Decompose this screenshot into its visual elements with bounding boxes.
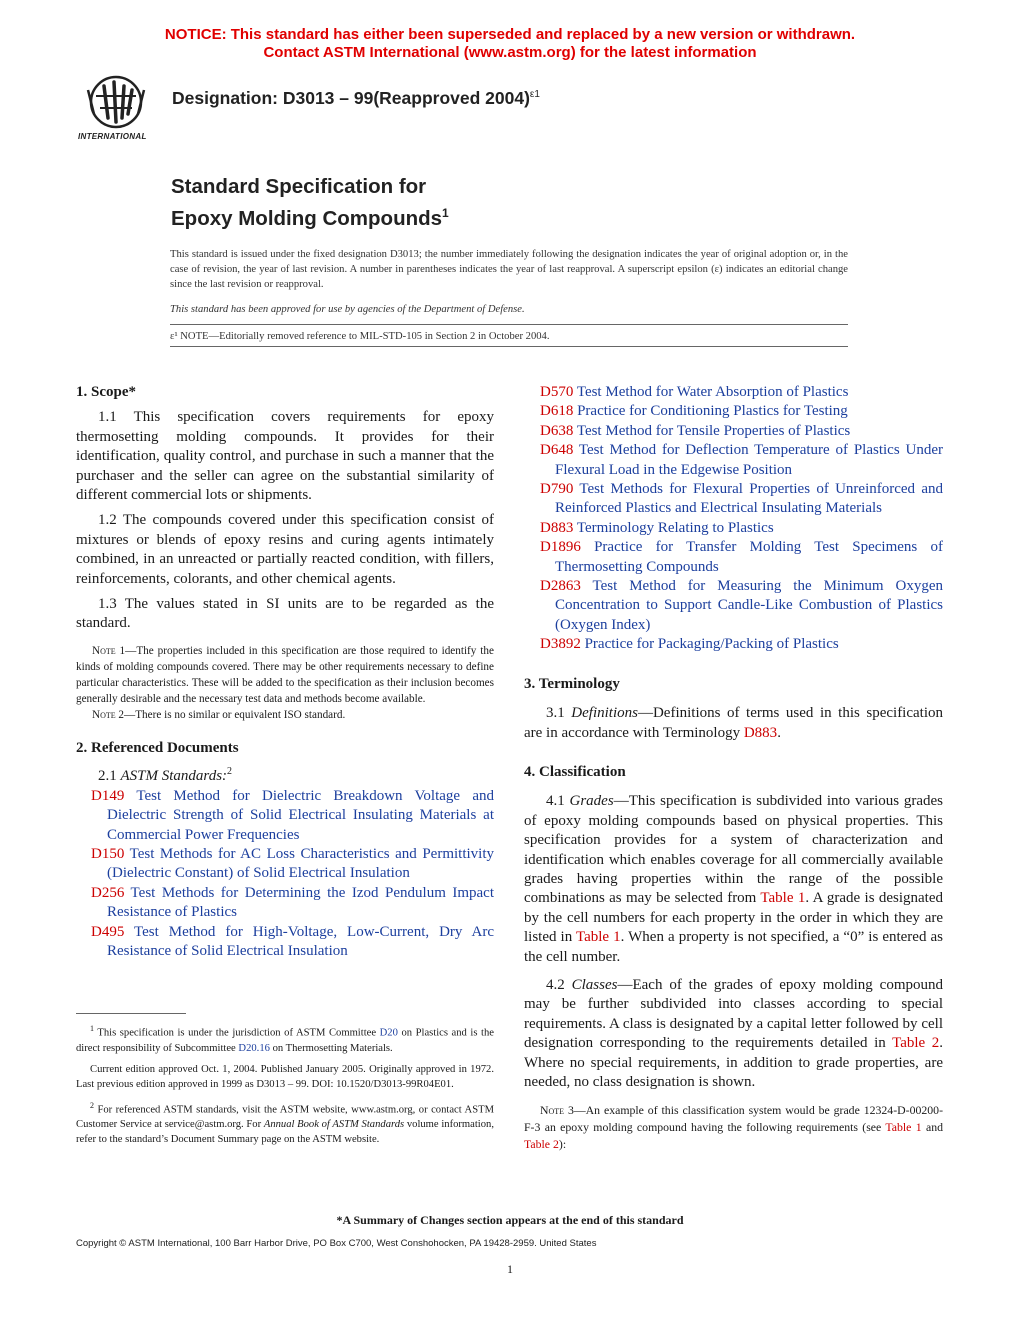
note-3-end: ): (558, 1137, 567, 1152)
reference-d618 (524, 402, 943, 421)
reference-d570-link[interactable]: D570 (540, 384, 574, 400)
footnote-2-mark: 2 (90, 1100, 94, 1110)
reference-d883-link[interactable]: D883 (540, 519, 574, 536)
terminology-text: —Definitions of terms used in this specification are in accordance with Terminology (524, 705, 944, 741)
reference-d790-title[interactable]: Test Methods for Flexural Properties of Unreinforced and Reinforced Plastics and Electrical Insulating Materials (555, 481, 943, 517)
subcommittee-d20-16-link[interactable]: D20.16 (238, 1042, 270, 1054)
reference-d570-title[interactable]: Test Method for Water Absorption of Plastics (573, 384, 849, 400)
footnote-2 (76, 1098, 494, 1148)
document-title (171, 173, 449, 232)
astm-standards-sup: 2 (227, 766, 233, 778)
referenced-heading: 2. Referenced Documents (76, 739, 239, 756)
scope-1-3: 1.3 The values stated in SI units are to be regarded as the standard. (76, 596, 494, 632)
note-1 (76, 643, 494, 707)
footnote-1-text-b: on Plastics and is the direct responsibility of Subcommittee (76, 1027, 495, 1054)
astm-standards-term: ASTM Standards: (120, 768, 228, 785)
scope-heading: 1. Scope* (76, 384, 136, 400)
reference-d256-title[interactable]: Test Methods for Determining the Izod Pendulum Impact Resistance of Plastics (107, 884, 494, 921)
reference-d495 (76, 923, 494, 962)
reference-d256 (76, 884, 494, 923)
committee-d20-link[interactable]: D20 (379, 1027, 398, 1039)
reference-d150-link[interactable]: D150 (91, 845, 125, 862)
preamble-rule-bottom (170, 346, 848, 347)
astm-standards-label (76, 762, 494, 786)
footnote-1-current-edition: Current edition approved Oct. 1, 2004. Published January 2005. Originally approved in 1972. Last previous edition approved in 1999 as D3013 – 99. DOI: 10.1520/D3013-99R04E01. (76, 1063, 494, 1090)
reference-d149 (76, 787, 494, 845)
classes-text-a: —Each of the grades of epoxy molding compound may be further subdivided into classes according to special requirements. A class is designated by a capital letter followed by cell designation corresponding to the requirements detailed in (524, 976, 943, 1052)
designation-text: Designation: D3013 – 99(Reapproved 2004) (172, 88, 530, 108)
grades-num: 4.1 (546, 793, 570, 810)
copyright: Copyright © ASTM International, 100 Barr Harbor Drive, PO Box C700, West Conshohocken, PA 19428-2959. United States (76, 1238, 597, 1249)
scope-1-1: 1.1 This specification covers requirements for epoxy thermosetting molding compounds. It provides for their identification, quality control, and purchase in such a manner that the purchaser and the seller can agree on the substantial similarity of different commercial lots or shipments. (76, 409, 494, 504)
footnote-2-text-a: For referenced ASTM standards, visit the ASTM website, www.astm.org, or contact ASTM Customer Service at service@astm.org. For (76, 1104, 494, 1131)
reference-d1896-link[interactable]: D1896 (540, 539, 581, 556)
reference-d618-title[interactable]: Practice for Conditioning Plastics for Testing (573, 403, 848, 420)
reference-d618-link[interactable]: D618 (540, 403, 574, 420)
reference-d2863 (524, 577, 943, 635)
table-1-link[interactable]: Table 1 (760, 890, 806, 907)
reference-d256-link[interactable]: D256 (91, 884, 125, 901)
epsilon-note-text: NOTE—Editorially removed reference to MIL-STD-105 in Section 2 in October 2004. (177, 331, 550, 342)
reference-d149-title[interactable]: Test Method for Dielectric Breakdown Voltage and Dielectric Strength of Solid Electrical Insulating Materials at Commercial Power Frequencies (107, 787, 494, 843)
right-column (524, 383, 943, 1153)
designation (172, 88, 540, 109)
preamble (170, 247, 848, 323)
reference-d495-title[interactable]: Test Method for High-Voltage, Low-Current, Dry Arc Resistance of Solid Electrical Insulation (107, 923, 494, 959)
footnote-1-text-a: This specification is under the jurisdiction of ASTM Committee (94, 1027, 380, 1039)
note-2-text: —There is no similar or equivalent ISO standard. (124, 708, 346, 721)
logo-label: INTERNATIONAL (78, 132, 147, 141)
reference-d149-link[interactable]: D149 (91, 787, 125, 804)
notice-line-2: Contact ASTM International (www.astm.org) for the latest information (263, 44, 757, 61)
grades-term: Grades (569, 793, 614, 810)
terminology-d883-link[interactable]: D883 (743, 724, 778, 741)
notice-line-1: NOTICE: This standard has either been superseded and replaced by a new version or withdrawn. (164, 26, 856, 43)
note-3-table-2-link[interactable]: Table 2 (524, 1137, 559, 1152)
designation-superscript: ε1 (529, 89, 540, 101)
epsilon-note (170, 329, 848, 344)
page-number: 1 (507, 1262, 513, 1276)
reference-d1896 (524, 538, 943, 577)
reference-d150 (76, 845, 494, 884)
terminology-term: Definitions (571, 705, 638, 722)
supersede-notice (0, 26, 1020, 62)
reference-d1896-title[interactable]: Practice for Transfer Molding Test Specimens of Thermosetting Compounds (555, 539, 943, 575)
reference-d883-title[interactable]: Terminology Relating to Plastics (573, 519, 774, 536)
astm-logo (70, 72, 162, 144)
title-line-1: Standard Specification for (171, 175, 427, 198)
grades-text-c: . When a property is not specified, a “0” is entered as the cell number. (524, 929, 943, 965)
classes-term: Classes (571, 976, 618, 993)
footnote-1-text-c: on Thermosetting Materials. (269, 1042, 393, 1054)
reference-d790 (524, 480, 943, 519)
preamble-rule-top (170, 324, 848, 325)
note-1-label: Note 1 (92, 644, 126, 657)
note-3-and: and (921, 1120, 943, 1135)
reference-d570 (524, 383, 943, 402)
reference-d3892 (524, 635, 943, 654)
reference-d150-title[interactable]: Test Methods for AC Loss Characteristics and Permittivity (Dielectric Constant) of Solid Electrical Insulation (107, 845, 494, 882)
title-line-2: Epoxy Molding Compounds (171, 206, 443, 230)
footnote-1 (76, 1021, 494, 1056)
classes-text-b: . Where no special requirements, in addition to grade properties, are needed, no class designation is shown. (524, 1035, 943, 1090)
terminology-end: . (777, 724, 781, 741)
reference-d648-link[interactable]: D648 (540, 442, 574, 459)
footnote-rule (76, 1013, 186, 1014)
note-2 (76, 707, 494, 723)
preamble-issued: This standard is issued under the fixed designation D3013; the number immediately following the designation indicates the year of original adoption or, in the case of revision, the year of last revision. A number in parentheses indicates the year of last reapproval. A superscript epsilon (ε) indicates an editorial change since the last revision or reapproval. (170, 249, 848, 290)
summary-of-changes-note: *A Summary of Changes section appears at the end of this standard (336, 1213, 684, 1227)
note-2-label: Note 2 (92, 708, 125, 721)
reference-d2863-title[interactable]: Test Method for Measuring the Minimum Oxygen Concentration to Support Candle-Like Combustion of Plastics (Oxygen Index) (555, 578, 943, 633)
classification-4-1 (524, 792, 943, 967)
reference-d638 (524, 422, 943, 441)
scope-1-2: 1.2 The compounds covered under this specification consist of mixtures or blends of epoxy resins and curing agents intimately combined, in an unreacted or partially reacted condition, with fillers, reinforcements, colorants, and other chemical agents. (76, 512, 494, 587)
reference-d790-link[interactable]: D790 (540, 481, 574, 498)
classes-num: 4.2 (546, 976, 572, 993)
reference-d3892-title[interactable]: Practice for Packaging/Packing of Plastics (580, 636, 839, 653)
reference-d638-link[interactable]: D638 (540, 422, 574, 439)
note-3 (524, 1102, 943, 1153)
footnotes (76, 1021, 494, 1147)
terminology-3-1 (524, 704, 943, 743)
left-column (76, 383, 494, 961)
terminology-heading: 3. Terminology (524, 675, 620, 692)
preamble-approved: This standard has been approved for use by agencies of the Department of Defense. (170, 304, 525, 315)
left-reference-list (92, 787, 494, 962)
footnote-1-mark: 1 (90, 1024, 94, 1033)
terminology-num: 3.1 (546, 705, 572, 722)
table-1-link-2[interactable]: Table 1 (575, 929, 621, 946)
reference-d2863-link[interactable]: D2863 (540, 578, 581, 595)
reference-d638-title[interactable]: Test Method for Tensile Properties of Plastics (573, 422, 851, 439)
classification-4-2 (524, 976, 943, 1092)
classification-heading: 4. Classification (524, 763, 626, 780)
note-1-text: —The properties included in this specification are those required to identify the kinds of molding compounds covered. There may be other requirements necessary to define particular characteristics. These will be added to the specification as their inclusion becomes generally desirable and the necessary test data and methods become available. (76, 644, 494, 705)
note-3-text: —An example of this classification system would be grade 12324-D-00200-F-3 an epoxy molding compound having the following requirements (see (524, 1103, 943, 1135)
reference-d883 (524, 519, 943, 538)
astm-standards-num: 2.1 (98, 768, 121, 785)
table-2-link[interactable]: Table 2 (892, 1035, 940, 1052)
epsilon-mark: ε¹ (170, 331, 178, 342)
reference-d3892-link[interactable]: D3892 (540, 636, 581, 653)
right-reference-list (524, 383, 943, 655)
grades-text-a: —This specification is subdivided into various grades of epoxy molding compounds based on physical properties. This specification provides for a system of characterization and identification which enables coverage for all commercially available grades having properties within the range of the possible combinations as may be selected from (524, 793, 944, 907)
grades-text-b: . A grade is designated by the cell numbers for each property in the order in which they are listed in (524, 890, 943, 946)
title-footnote-mark: 1 (442, 206, 449, 220)
reference-d495-link[interactable]: D495 (91, 923, 125, 940)
reference-d648-title[interactable]: Test Method for Deflection Temperature of Plastics Under Flexural Load in the Edgewise Position (555, 442, 943, 478)
footnote-2-text-b: volume information, refer to the standard’s Document Summary page on the ASTM website. (76, 1119, 494, 1146)
note-3-table-1-link[interactable]: Table 1 (885, 1120, 922, 1135)
reference-d648 (524, 441, 943, 480)
footnote-2-book-title: Annual Book of ASTM Standards (263, 1119, 405, 1131)
note-3-label: Note 3 (540, 1103, 574, 1118)
